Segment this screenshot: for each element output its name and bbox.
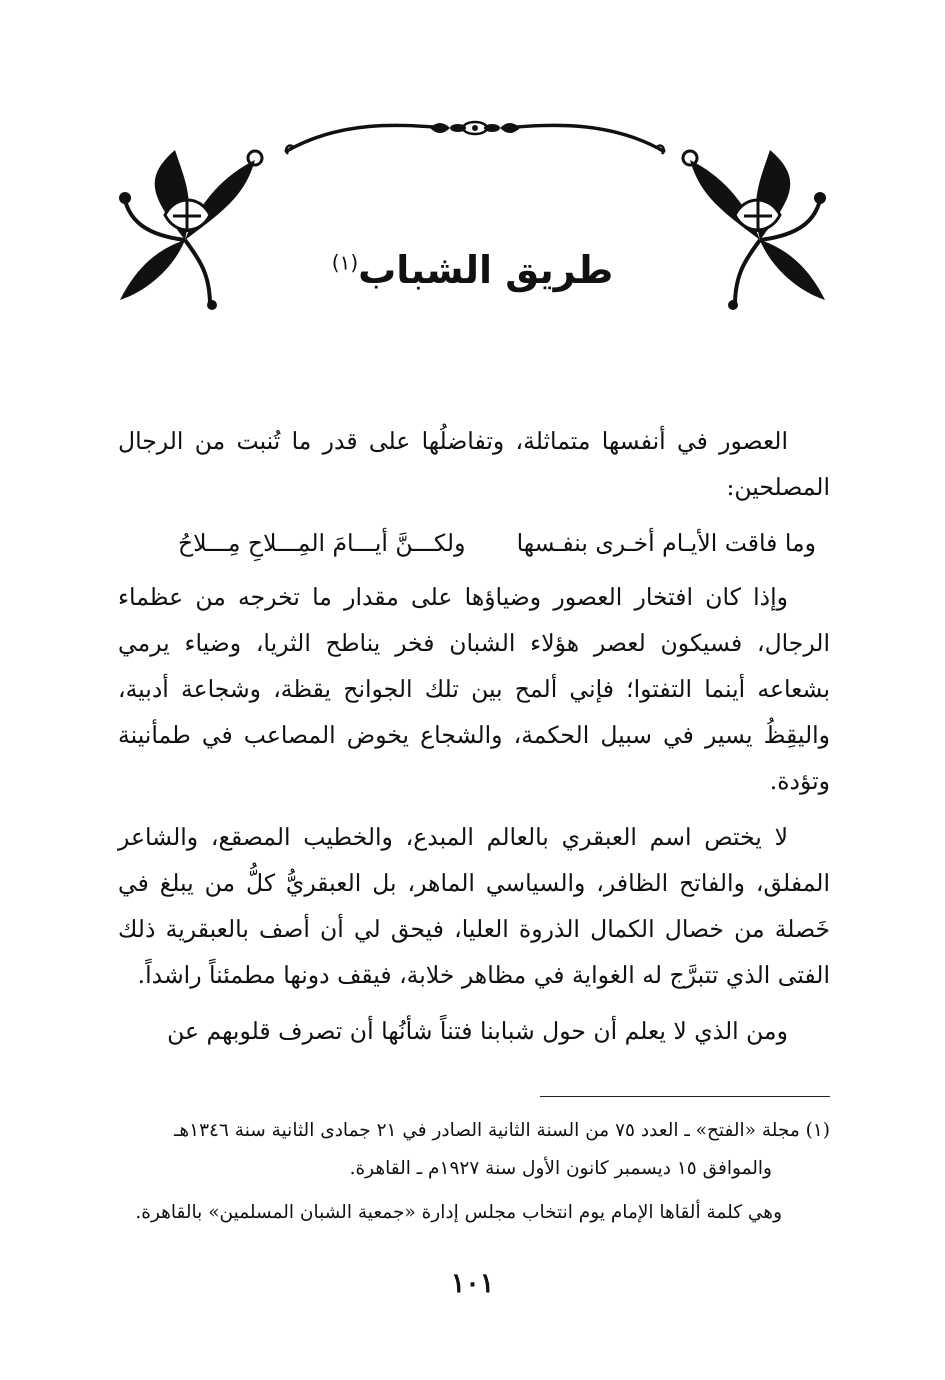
footnote-divider	[540, 1096, 830, 1097]
footnote-line: (١) مجلة «الفتح» ـ العدد ٧٥ من السنة الثانية الصادر في ٢١ جمادى الثانية سنة ١٣٤٦هـ	[173, 1120, 830, 1141]
chapter-title-block	[0, 248, 945, 292]
verse-second-hemistich: ولكـــنَّ أيـــامَ المِـــلاحِ مِـــلاحُ	[178, 529, 466, 557]
page-number: ١٠١	[450, 1268, 495, 1299]
footnote-line: والموافق ١٥ ديسمبر كانون الأول سنة ١٩٢٧م ـ القاهرة.	[349, 1158, 772, 1179]
chapter-title	[332, 248, 613, 292]
verse-first-hemistich: وما فاقت الأيـام أخـرى بنفـسها	[516, 529, 816, 557]
footnote-marker: (١)	[331, 250, 359, 275]
chapter-title-text: طريق الشباب	[358, 248, 614, 292]
poetry-verse	[118, 520, 830, 566]
footnotes	[118, 1112, 830, 1232]
paragraph: وإذا كان افتخار العصور وضياؤها على مقدار ما تخرجه من عظماء الرجال، فسيكون لعصر هؤلاء الشبان فخر يناطح الثريا، وضياء يرمي بشعاعه أينما التفتوا؛ فإني ألمح بين تلك الجوانح يقظة، وشجاعة أدبية، واليقِظُ يسير في سبيل الحكمة، والشجاع يخوض المصاعب في طمأنينة وتؤدة.	[118, 583, 830, 795]
paragraph: ومن الذي لا يعلم أن حول شبابنا فتناً شأنُها أن تصرف قلوبهم عن	[167, 1017, 788, 1045]
paragraph: لا يختص اسم العبقري بالعالم المبدع، والخطيب المصقع، والشاعر المفلق، والفاتح الظافر، والسياسي الماهر، بل العبقريُّ كلُّ من يبلغ في خَصلة من خصال الكمال الذروة العليا، فيحق لي أن أصف بالعبقرية ذلك الفتى الذي تتبرَّج له الغواية في مظاهر خلابة، فيقف دونها مطمئناً راشداً.	[118, 823, 830, 989]
body-text	[118, 418, 830, 1064]
paragraph: العصور في أنفسها متماثلة، وتفاضلُها على قدر ما تُنبت من الرجال المصلحين:	[118, 427, 830, 501]
scroll-ornament-icon	[280, 112, 670, 162]
footnote-line: وهي كلمة ألقاها الإمام يوم انتخاب مجلس إدارة «جمعية الشبان المسلمين» بالقاهرة.	[135, 1202, 782, 1223]
